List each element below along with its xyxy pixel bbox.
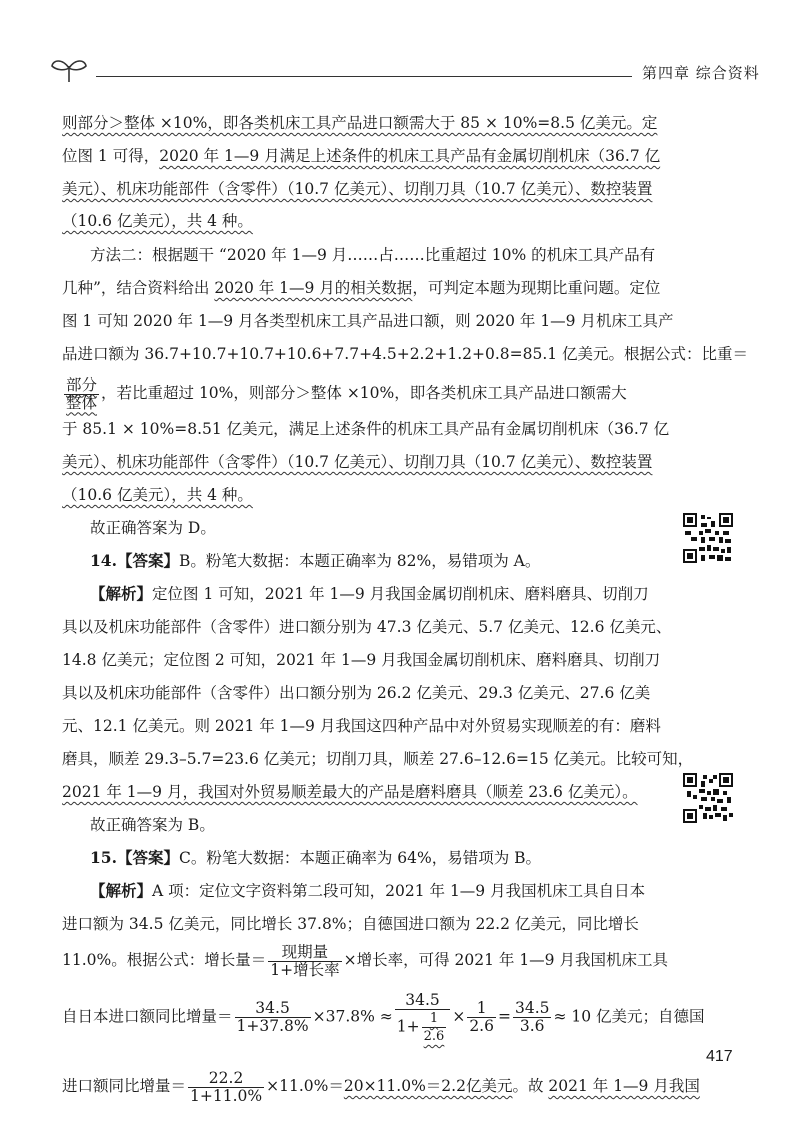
text-line: 几种”，结合资料给出 2020 年 1—9 月的相关数据，可判定本题为现期比重问题。定位 [62, 279, 661, 297]
text-line: 进口额为 34.5 亿美元，同比增长 37.8%；自德国进口额为 22.2 亿美元，同比增长 [62, 915, 639, 933]
fraction: $\frac{\text{部分}}{\text{整体}}$ [66, 375, 98, 412]
text-line: 具以及机床功能部件（含零件）出口额分别为 26.2 亿美元、29.3 亿美元、27.6 亿美 [62, 684, 651, 702]
fraction: $\frac{1}{2.6}$ [423, 1011, 445, 1044]
text-line: （10.6 亿美元），共 4 种。 [62, 486, 253, 504]
qr-code-icon[interactable] [683, 513, 733, 563]
text-line: 故正确答案为 B。 [90, 816, 215, 834]
text-line: 品进口额为 36.7+10.7+10.7+10.6+7.7+4.5+2.2+1.2+0.8=85.1 亿美元。根据公式：比重＝ [62, 345, 749, 363]
text-line: 自日本进口额同比增量＝ $\frac{34.5}{1+37.8\%}$ ×37.8% ≈ 34.5 1+ $\frac{1}{2.6}$ × $\frac{1}{2.6}$ = $\frac{34.5}{3.6}$ ≈ 10 亿美元；自德国 [62, 991, 705, 1044]
text-line: 11.0%。根据公式：增长量＝ $\frac{\text{现期量}}{\text{1+增长率}}$ ×增长率，可得 2021 年 1—9 月我国机床工具 [62, 942, 668, 979]
sprout-logo-icon [48, 56, 90, 84]
text-line: 元、12.1 亿美元。则 2021 年 1—9 月我国这四种产品中对外贸易实现顺差的有：磨料 [62, 717, 661, 735]
qr-code-icon[interactable] [683, 773, 733, 823]
text-line: 2021 年 1—9 月，我国对外贸易顺差最大的产品是磨料磨具（顺差 23.6 亿美元）。 [62, 783, 638, 801]
text-line: 位图 1 可得，2020 年 1—9 月满足上述条件的机床工具产品有金属切削机床（36.7 亿 [62, 147, 661, 165]
text-line: 美元）、机床功能部件（含零件）（10.7 亿美元）、切削刀具（10.7 亿美元）、数控装置 [62, 180, 653, 198]
text-line: 方法二：根据题干 “2020 年 1—9 月……占……比重超过 10% 的机床工具产品有 [90, 246, 656, 264]
text-line: 故正确答案为 D。 [90, 519, 216, 537]
fraction: $\frac{34.5}{1+37.8\%}$ [236, 999, 309, 1035]
text-line: 14.【答案】B。粉笔大数据：本题正确率为 82%，易错项为 A。 [90, 551, 541, 570]
text-line: 【解析】A 项：定位文字资料第二段可知，2021 年 1—9 月我国机床工具自日本 [90, 881, 646, 900]
text-line: 于 85.1 × 10%=8.51 亿美元，满足上述条件的机床工具产品有金属切削机床（36.7 亿 [62, 420, 670, 438]
page-number: 417 [706, 1048, 733, 1065]
text-line: （10.6 亿美元），共 4 种。 [62, 212, 253, 230]
text-line: 美元）、机床功能部件（含零件）（10.7 亿美元）、切削刀具（10.7 亿美元）、数控装置 [62, 453, 653, 471]
text-line: $\frac{\text{部分}}{\text{整体}}$ ，若比重超过 10%，则部分＞整体 ×10%，即各类机床工具产品进口额需大 [66, 375, 627, 412]
fraction: $\frac{34.5}{3.6}$ [514, 999, 550, 1035]
chapter-title: 第四章 综合资料 [642, 64, 760, 82]
text-line: 14.8 亿美元；定位图 2 可知，2021 年 1—9 月我国金属切削机床、磨料磨具、切削刀 [62, 651, 661, 669]
text-line: 则部分＞整体 ×10%，即各类机床工具产品进口额需大于 85 × 10%=8.5 亿美元。定 [62, 114, 658, 132]
fraction: $\frac{22.2}{1+11.0\%}$ [190, 1068, 263, 1105]
text-line: 进口额同比增量＝ $\frac{22.2}{1+11.0\%}$ ×11.0%＝20×11.0%＝2.2亿美元。故 2021 年 1—9 月我国 [62, 1068, 700, 1105]
fraction: $\frac{1}{2.6}$ [469, 999, 494, 1035]
text-line: 图 1 可知 2020 年 1—9 月各类型机床工具产品进口额，则 2020 年 1—9 月机床工具产 [62, 312, 674, 330]
header-rule [96, 76, 632, 77]
text-line: 【解析】定位图 1 可知，2021 年 1—9 月我国金属切削机床、磨料磨具、切削刀 [90, 584, 649, 603]
running-header [48, 52, 760, 88]
text-line: 15.【答案】C。粉笔大数据：本题正确率为 64%，易错项为 B。 [90, 848, 542, 867]
fraction: $\frac{\text{现期量}}{\text{1+增长率}}$ [270, 942, 340, 979]
fraction: 34.5 1+ $\frac{1}{2.6}$ [395, 992, 451, 1045]
text-line: 磨具，顺差 29.3–5.7=23.6 亿美元；切削刀具，顺差 27.6–12.6=15 亿美元。比较可知， [62, 750, 694, 768]
text-line: 具以及机床功能部件（含零件）进口额分别为 47.3 亿美元、5.7 亿美元、12.6 亿美元、 [62, 618, 672, 636]
